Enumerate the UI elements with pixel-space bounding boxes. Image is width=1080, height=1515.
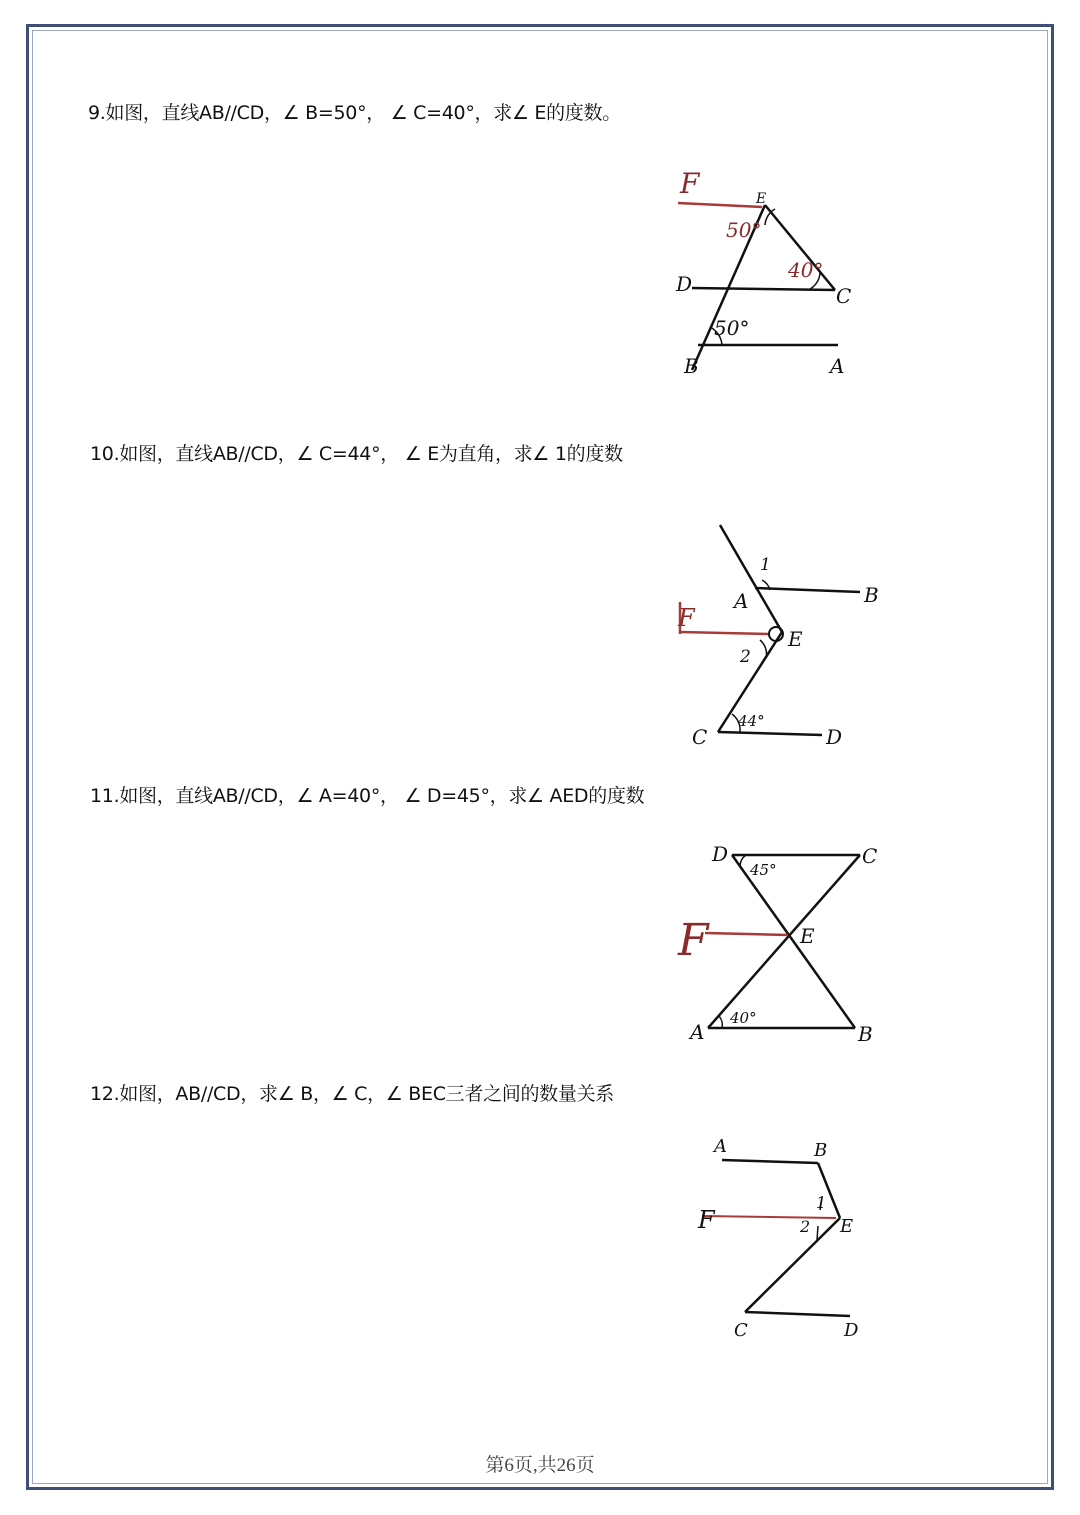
point-D-label: D (844, 1320, 859, 1341)
angle-label: 50° (714, 316, 750, 340)
question-11-figure (670, 835, 890, 1050)
angle-label: 40° (788, 258, 824, 282)
angle-label: 40° (730, 1009, 757, 1027)
point-B-label: B (684, 354, 699, 378)
question-9-figure (670, 155, 860, 385)
angle-label: 44° (738, 712, 765, 730)
point-F-label: F (698, 1206, 715, 1234)
angle-marker-2: 2 (740, 647, 751, 667)
point-A-label: A (714, 1136, 727, 1157)
point-B-label: B (864, 583, 879, 607)
point-F-label: F (680, 167, 700, 200)
point-A-label: A (690, 1020, 705, 1044)
question-11-text: 11.如图，直线AB//CD，∠ A=40°， ∠ D=45°，求∠ AED的度数 (90, 785, 645, 807)
point-E-label: E (840, 1216, 854, 1237)
point-E-label: E (800, 924, 815, 948)
point-C-label: C (836, 284, 852, 308)
page-border-inner (32, 30, 1048, 1484)
angle-marker-1: 1 (760, 555, 771, 575)
point-C-label: C (734, 1320, 748, 1341)
point-D-label: D (676, 272, 693, 296)
question-10-text: 10.如图，直线AB//CD，∠ C=44°， ∠ E为直角，求∠ 1的度数 (90, 443, 623, 465)
point-A-label: A (734, 589, 749, 613)
point-D-label: D (712, 842, 729, 866)
page-footer: 第6页,共26页 (485, 1455, 595, 1476)
angle-marker-2: 2 (800, 1217, 811, 1236)
question-12-figure (690, 1130, 870, 1345)
point-E-label: E (756, 191, 767, 207)
question-12-text: 12.如图，AB//CD，求∠ B，∠ C，∠ BEC三者之间的数量关系 (90, 1083, 614, 1105)
angle-label: 50° (726, 218, 762, 242)
point-A-label: A (830, 354, 845, 378)
point-E-label: E (788, 627, 803, 651)
point-B-label: B (858, 1022, 873, 1046)
point-F-label: F (678, 604, 695, 632)
question-9-text: 9.如图，直线AB//CD，∠ B=50°， ∠ C=40°，求∠ E的度数。 (88, 102, 621, 124)
point-C-label: C (692, 725, 708, 749)
point-D-label: D (826, 725, 843, 749)
point-B-label: B (814, 1140, 828, 1161)
angle-label: 45° (750, 861, 777, 879)
question-10-figure (670, 520, 890, 760)
point-C-label: C (862, 844, 878, 868)
point-F-label: F (678, 915, 709, 966)
angle-marker-1: 1 (816, 1193, 827, 1212)
